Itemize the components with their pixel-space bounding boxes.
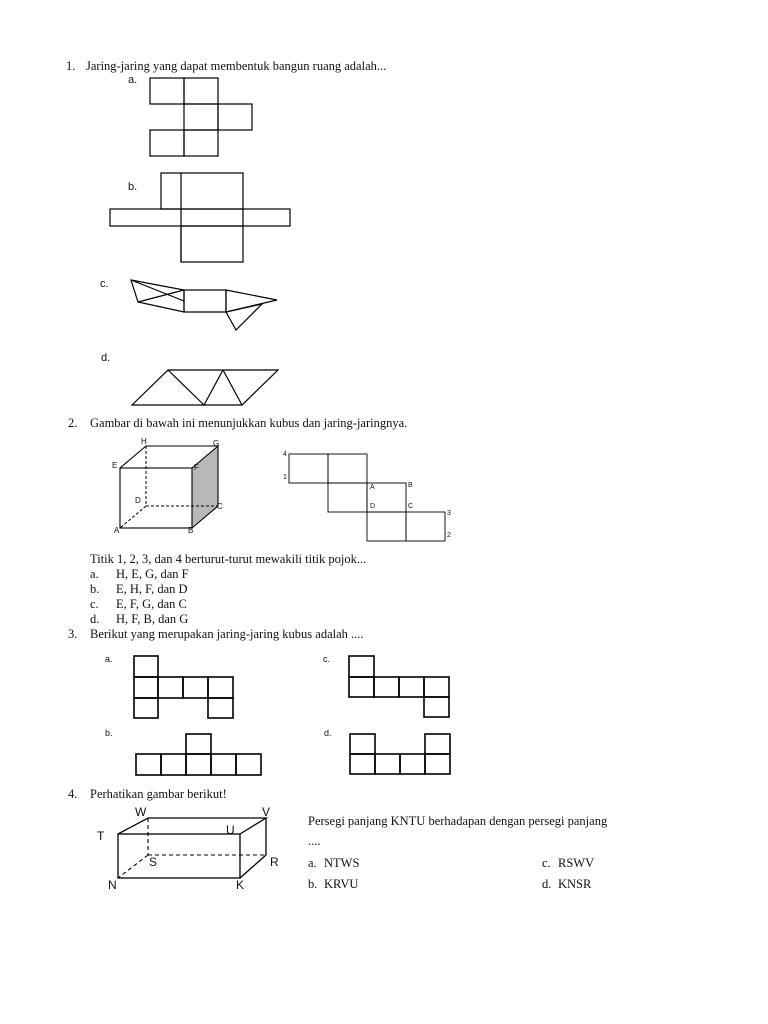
cube-label-d: D	[135, 496, 141, 505]
cube-label-f: F	[194, 463, 199, 472]
q4-choice-d-text: KNSR	[558, 877, 592, 891]
q4-choice-a-text: NTWS	[324, 856, 360, 870]
q4-number: 4.	[68, 787, 78, 801]
cube-label-c: C	[217, 502, 223, 511]
q1-option-c-label: c.	[100, 278, 109, 290]
net-label-c: C	[408, 503, 414, 510]
q3-option-d-label: d.	[324, 728, 332, 738]
box-label-v: V	[262, 805, 271, 819]
q2-choice-b-letter: b.	[90, 582, 100, 596]
q4-question-line2: ....	[308, 834, 321, 848]
q2-choice-d-letter: d.	[90, 612, 100, 626]
q4-choice-c-letter: c.	[542, 856, 551, 870]
q1-option-d-label: d.	[101, 352, 111, 364]
q2-choice-c-letter: c.	[90, 597, 99, 611]
q1-option-a-label: a.	[128, 74, 138, 86]
q1-text: Jaring-jaring yang dapat membentuk bangun ruang adalah...	[86, 59, 387, 73]
box-label-r: R	[270, 855, 279, 869]
net-label-3: 3	[447, 510, 451, 517]
q2-choice-b-text: E, H, F, dan D	[116, 582, 188, 596]
cube-label-g: G	[213, 439, 220, 448]
q2-choice-a-text: H, E, G, dan F	[116, 567, 189, 581]
q2-choice-a-letter: a.	[90, 567, 99, 581]
q3-option-a-label: a.	[105, 654, 113, 664]
q4-choice-b-letter: b.	[308, 877, 318, 891]
q4-choice-c-text: RSWV	[558, 856, 595, 870]
box-label-k: K	[236, 878, 245, 892]
q4-text: Perhatikan gambar berikut!	[90, 787, 227, 801]
net-label-1: 1	[283, 474, 287, 481]
q2-choice-d-text: H, F, B, dan G	[116, 612, 189, 626]
q4-choice-b-text: KRVU	[324, 877, 359, 891]
cube-label-e: E	[112, 461, 118, 470]
q1-option-b-label: b.	[128, 181, 138, 193]
q3-option-c-label: c.	[323, 654, 331, 664]
net-label-4: 4	[283, 451, 287, 458]
box-label-t: T	[97, 829, 105, 843]
q2-choice-c-text: E, F, G, dan C	[116, 597, 187, 611]
net-label-d: D	[370, 503, 376, 510]
box-label-n: N	[108, 878, 117, 892]
q4-question-line1: Persegi panjang KNTU berhadapan dengan persegi panjang	[308, 814, 608, 828]
q3-text: Berikut yang merupakan jaring-jaring kubus adalah ....	[90, 627, 364, 641]
q2-question: Titik 1, 2, 3, dan 4 berturut-turut mewakili titik pojok...	[90, 552, 367, 566]
q4-choice-d-letter: d.	[542, 877, 552, 891]
q2-number: 2.	[68, 416, 78, 430]
q3-option-b-label: b.	[105, 728, 113, 738]
cube-label-b: B	[188, 526, 194, 535]
cube-label-h: H	[141, 437, 147, 446]
net-label-2: 2	[447, 532, 451, 539]
net-label-a: A	[370, 484, 375, 491]
box-label-u: U	[226, 823, 235, 837]
cube-label-a: A	[114, 526, 120, 535]
q1-number: 1.	[66, 59, 76, 73]
q4-choice-a-letter: a.	[308, 856, 317, 870]
net-label-b: B	[408, 482, 413, 489]
box-label-w: W	[135, 805, 147, 819]
box-label-s: S	[149, 855, 158, 869]
q3-number: 3.	[68, 627, 78, 641]
q2-text: Gambar di bawah ini menunjukkan kubus dan jaring-jaringnya.	[90, 416, 408, 430]
